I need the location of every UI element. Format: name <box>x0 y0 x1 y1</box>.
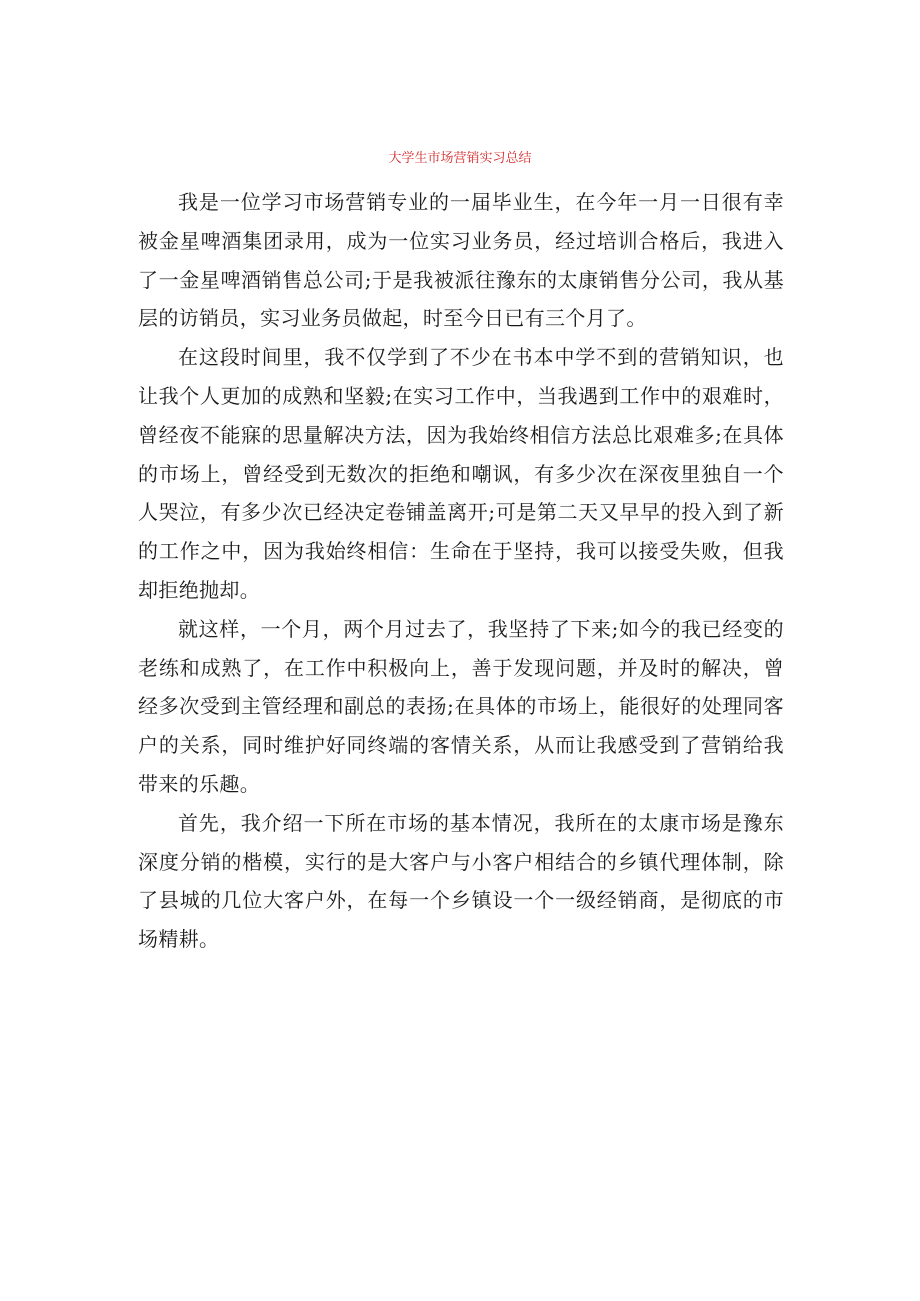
paragraph-1: 我是一位学习市场营销专业的一届毕业生，在今年一月一日很有幸被金星啤酒集团录用，成为一位实习业务员，经过培训合格后，我进入了一金星啤酒销售总公司;于是我被派往豫东的太康销售分公司，我从基层的访销员，实习业务员做起，时至今日已有三个月了。 <box>138 190 784 331</box>
paragraph-4: 首先，我介绍一下所在市场的基本情况，我所在的太康市场是豫东深度分销的楷模，实行的是大客户与小客户相结合的乡镇代理体制，除了县城的几位大客户外，在每一个乡镇设一个一级经销商，是彻底的市场精耕。 <box>138 810 784 952</box>
document-title: 大学生市场营销实习总结 <box>388 151 532 166</box>
paragraph-3: 就这样，一个月，两个月过去了，我坚持了下来;如今的我已经变的老练和成熟了，在工作中积极向上，善于发现问题，并及时的解决，曾经多次受到主管经理和副总的表扬;在具体的市场上，能很好的处理同客户的关系，同时维护好同终端的客情关系，从而让我感受到了营销给我带来的乐趣。 <box>138 616 784 796</box>
paragraph-2: 在这段时间里，我不仅学到了不少在书本中学不到的营销知识，也让我个人更加的成熟和坚毅;在实习工作中，当我遇到工作中的艰难时，曾经夜不能寐的思量解决方法，因为我始终相信方法总比艰难多;在具体的市场上，曾经受到无数次的拒绝和嘲讽，有多少次在深夜里独自一个人哭泣，有多少次已经决定卷铺盖离开;可是第二天又早早的投入到了新的工作之中，因为我始终相信：生命在于坚持，我可以接受失败，但我却拒绝抛却。 <box>138 345 784 602</box>
document-body <box>138 183 784 959</box>
